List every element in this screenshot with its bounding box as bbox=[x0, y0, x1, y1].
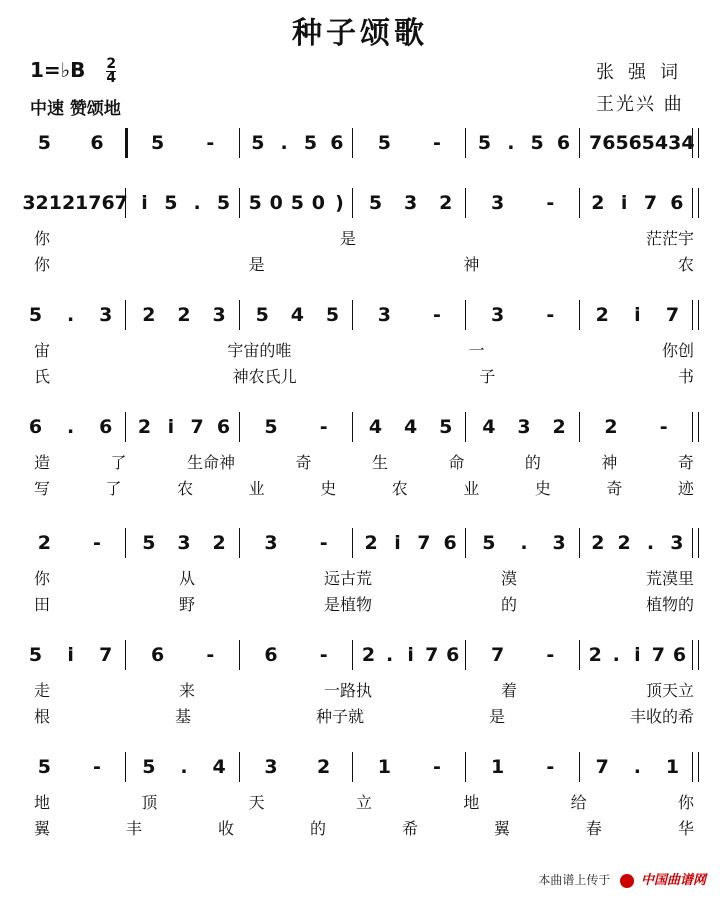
note: 3 bbox=[264, 532, 278, 554]
lyric-word: 翼 bbox=[34, 819, 51, 838]
notes-line bbox=[18, 752, 708, 788]
note: 2 bbox=[317, 756, 331, 778]
barline bbox=[465, 188, 466, 218]
lyric-word: 种子就 bbox=[315, 707, 364, 726]
note: 1 bbox=[665, 756, 680, 778]
note: 6 bbox=[151, 644, 165, 666]
lyric-word: 了 bbox=[105, 479, 122, 498]
note: 2 bbox=[142, 304, 156, 326]
lyric-line bbox=[34, 678, 694, 701]
lyric-word: 农 bbox=[677, 255, 694, 274]
note: 3 bbox=[212, 304, 226, 326]
note: 5 bbox=[482, 532, 496, 554]
note: 6 bbox=[670, 192, 684, 214]
barline bbox=[352, 128, 353, 158]
lyric-line bbox=[34, 476, 694, 499]
barline bbox=[465, 300, 466, 330]
lyric-word: 史 bbox=[534, 479, 551, 498]
note: 2 bbox=[361, 644, 376, 666]
note: i bbox=[394, 532, 401, 554]
lyric-word: 宙 bbox=[34, 341, 51, 360]
barline bbox=[698, 300, 699, 330]
note: . bbox=[67, 304, 75, 326]
barline bbox=[352, 412, 353, 442]
note: - bbox=[93, 532, 101, 554]
note: - bbox=[319, 416, 328, 438]
barline bbox=[239, 640, 240, 670]
score-row bbox=[0, 188, 720, 298]
barline bbox=[239, 412, 240, 442]
lyric-word: 远古荒 bbox=[323, 569, 372, 588]
note: 5 bbox=[151, 132, 165, 154]
note: 1 bbox=[491, 756, 505, 778]
barline bbox=[692, 752, 693, 782]
note: - bbox=[319, 532, 328, 554]
lyric-line bbox=[34, 790, 694, 813]
lyric-word: 漠 bbox=[500, 569, 517, 588]
lyric-word: 田 bbox=[34, 595, 51, 614]
barline bbox=[579, 188, 580, 218]
note: 0 bbox=[311, 192, 325, 214]
barline bbox=[239, 188, 240, 218]
note: 5 bbox=[325, 304, 340, 326]
note: 3 bbox=[404, 192, 418, 214]
note: 5 bbox=[251, 132, 265, 154]
lyric-word: 植物的 bbox=[645, 595, 694, 614]
lyric-word: 野 bbox=[178, 595, 195, 614]
barline bbox=[692, 528, 693, 558]
note: . bbox=[385, 644, 394, 666]
lyric-word: 写 bbox=[34, 479, 51, 498]
lyric-word: 神 bbox=[463, 255, 480, 274]
note: i bbox=[67, 644, 74, 666]
note: - bbox=[206, 132, 215, 154]
note: 5 bbox=[290, 192, 304, 214]
note: . bbox=[612, 644, 620, 666]
barline bbox=[352, 640, 353, 670]
lyric-word: 着 bbox=[500, 681, 517, 700]
note: - bbox=[659, 416, 668, 438]
lyric-word: 神 bbox=[601, 453, 618, 472]
note: 5 bbox=[28, 644, 43, 666]
note: 7 bbox=[190, 416, 204, 438]
note: 6 bbox=[672, 644, 687, 666]
barline bbox=[579, 128, 580, 158]
barline bbox=[125, 300, 126, 330]
barline bbox=[352, 300, 353, 330]
note: i bbox=[167, 416, 175, 438]
notes-line bbox=[18, 412, 708, 448]
barline bbox=[579, 640, 580, 670]
key-signature bbox=[30, 58, 116, 85]
lyric-line bbox=[34, 816, 694, 839]
note: - bbox=[93, 756, 101, 778]
note: 4 bbox=[368, 416, 383, 438]
note: 5 bbox=[255, 304, 269, 326]
barline bbox=[698, 128, 699, 158]
barline bbox=[465, 528, 466, 558]
note: 7 bbox=[643, 192, 658, 214]
repeat-barline bbox=[125, 128, 128, 158]
notes-line bbox=[18, 528, 708, 564]
note: 7 bbox=[425, 644, 439, 666]
barline bbox=[692, 300, 693, 330]
lyric-word: 荒漠里 bbox=[645, 569, 694, 588]
lyric-word: 你创 bbox=[661, 341, 694, 360]
lyric-word: 翼 bbox=[493, 819, 510, 838]
lyric-word: 了 bbox=[110, 453, 127, 472]
score-row bbox=[0, 752, 720, 862]
note: 3 bbox=[491, 192, 505, 214]
lyric-word: 是 bbox=[248, 255, 265, 274]
note: 1767 bbox=[75, 192, 128, 214]
barline bbox=[579, 300, 580, 330]
barline bbox=[698, 640, 699, 670]
note: 2 bbox=[588, 644, 602, 666]
note: 2 bbox=[595, 304, 609, 326]
barline bbox=[125, 188, 126, 218]
note: - bbox=[546, 304, 555, 326]
note: . bbox=[193, 192, 201, 214]
barline bbox=[239, 752, 240, 782]
barline bbox=[698, 528, 699, 558]
note: 5 bbox=[164, 192, 178, 214]
note: 6 bbox=[446, 644, 460, 666]
lyric-word: 你 bbox=[34, 229, 51, 248]
lyric-word: 你 bbox=[34, 569, 51, 588]
lyric-word: 你 bbox=[34, 255, 51, 274]
note: i bbox=[141, 192, 148, 214]
note: 5 bbox=[368, 192, 383, 214]
lyric-word: 顶天立 bbox=[645, 681, 694, 700]
note: - bbox=[206, 644, 215, 666]
page-title: 种子颂歌 bbox=[292, 16, 428, 51]
note: . bbox=[646, 532, 655, 554]
note: 2 bbox=[552, 416, 566, 438]
barline bbox=[465, 412, 466, 442]
barline bbox=[239, 528, 240, 558]
barline bbox=[579, 528, 580, 558]
note: 5 bbox=[37, 132, 51, 154]
note: 5 bbox=[248, 192, 262, 214]
note: - bbox=[546, 756, 555, 778]
lyric-word: 是植物 bbox=[323, 595, 372, 614]
lyric-word: 给 bbox=[570, 793, 587, 812]
barline bbox=[698, 752, 699, 782]
barline bbox=[465, 128, 466, 158]
lyric-word: 业 bbox=[248, 479, 265, 498]
barline bbox=[125, 640, 126, 670]
note: 5 bbox=[264, 416, 278, 438]
lyric-word: 华 bbox=[677, 819, 694, 838]
note: 5434 bbox=[641, 132, 695, 154]
time-numerator: 2 bbox=[106, 56, 117, 72]
barline bbox=[125, 752, 126, 782]
lyric-word: 迹 bbox=[677, 479, 694, 498]
note: ) bbox=[335, 192, 344, 214]
note: 5 bbox=[216, 192, 231, 214]
note: 6 bbox=[330, 132, 344, 154]
lyric-word: 的 bbox=[309, 819, 326, 838]
note: 2 bbox=[364, 532, 378, 554]
note: 5 bbox=[142, 532, 156, 554]
note: 5 bbox=[530, 132, 544, 154]
barline bbox=[125, 412, 126, 442]
note: 7 bbox=[595, 756, 609, 778]
note: 6 bbox=[556, 132, 571, 154]
lyric-word: 神农氏儿 bbox=[232, 367, 297, 386]
note: 6 bbox=[216, 416, 231, 438]
lyric-word: 茫茫宇 bbox=[645, 229, 694, 248]
note: 7 bbox=[651, 644, 665, 666]
site-logo-icon bbox=[620, 874, 634, 888]
lyric-word: 生 bbox=[371, 453, 388, 472]
lyric-line bbox=[34, 338, 694, 361]
lyric-word: 从 bbox=[178, 569, 195, 588]
note: . bbox=[633, 756, 641, 778]
lyric-line bbox=[34, 252, 694, 275]
lyric-word: 生命神 bbox=[186, 453, 235, 472]
note: i bbox=[634, 304, 641, 326]
lyric-word: 丰收的希 bbox=[629, 707, 694, 726]
note: i bbox=[620, 192, 628, 214]
lyric-word: 奇 bbox=[295, 453, 312, 472]
lyric-word: 走 bbox=[34, 681, 51, 700]
note: 3 bbox=[377, 304, 391, 326]
note: - bbox=[319, 644, 328, 666]
barline bbox=[239, 300, 240, 330]
lyricist-credit: 张强词 bbox=[596, 62, 692, 83]
score-row bbox=[0, 412, 720, 522]
footer bbox=[538, 869, 706, 888]
note: 3 bbox=[177, 532, 191, 554]
note: 3 bbox=[670, 532, 684, 554]
note: . bbox=[507, 132, 515, 154]
note: 2 bbox=[591, 192, 605, 214]
score-row bbox=[0, 528, 720, 638]
barline bbox=[692, 412, 693, 442]
lyric-word: 春 bbox=[585, 819, 602, 838]
note: 6 bbox=[28, 416, 43, 438]
notes-line bbox=[18, 300, 708, 336]
lyric-line bbox=[34, 704, 694, 727]
note: 2 bbox=[591, 532, 605, 554]
lyric-word: 地 bbox=[34, 793, 51, 812]
lyric-word: 天 bbox=[248, 793, 265, 812]
note: 2 bbox=[604, 416, 618, 438]
note: . bbox=[180, 756, 188, 778]
note: 6 bbox=[99, 416, 113, 438]
note: 5 bbox=[377, 132, 391, 154]
lyric-word: 史 bbox=[320, 479, 337, 498]
lyric-word: 来 bbox=[178, 681, 195, 700]
note: 4 bbox=[290, 304, 304, 326]
note: 2 bbox=[137, 416, 152, 438]
note: 3 bbox=[552, 532, 566, 554]
note: i bbox=[634, 644, 641, 666]
note: 7 bbox=[665, 304, 680, 326]
note: 4 bbox=[404, 416, 418, 438]
barline bbox=[352, 188, 353, 218]
lyric-word: 是 bbox=[339, 229, 356, 248]
note: 2 bbox=[177, 304, 191, 326]
note: . bbox=[280, 132, 288, 154]
barline bbox=[698, 188, 699, 218]
note: 6 bbox=[264, 644, 278, 666]
barline bbox=[239, 128, 240, 158]
lyric-line bbox=[34, 592, 694, 615]
barline bbox=[465, 640, 466, 670]
note: . bbox=[520, 532, 528, 554]
barline bbox=[352, 752, 353, 782]
lyric-word: 奇 bbox=[606, 479, 623, 498]
note: 2 bbox=[617, 532, 631, 554]
lyric-word: 农 bbox=[391, 479, 408, 498]
note: 5 bbox=[37, 756, 51, 778]
lyric-word: 农 bbox=[177, 479, 194, 498]
lyric-word: 子 bbox=[479, 367, 496, 386]
note: 1 bbox=[377, 756, 391, 778]
note: 3 bbox=[517, 416, 531, 438]
lyric-word: 业 bbox=[463, 479, 480, 498]
note: - bbox=[433, 756, 441, 778]
lyric-word: 立 bbox=[355, 793, 372, 812]
note: 7656 bbox=[589, 132, 642, 154]
note: 5 bbox=[303, 132, 318, 154]
lyric-word: 命 bbox=[448, 453, 465, 472]
lyric-word: 丰 bbox=[125, 819, 142, 838]
lyric-word: 根 bbox=[34, 707, 51, 726]
score-row bbox=[0, 640, 720, 750]
lyric-word: 基 bbox=[174, 707, 191, 726]
note: 7 bbox=[491, 644, 505, 666]
barline bbox=[465, 752, 466, 782]
note: - bbox=[433, 304, 441, 326]
note: 7 bbox=[99, 644, 113, 666]
lyric-line bbox=[34, 364, 694, 387]
note: 5 bbox=[477, 132, 492, 154]
note: 6 bbox=[90, 132, 104, 154]
lyric-word: 地 bbox=[463, 793, 480, 812]
footer-text: 本曲谱上传于 bbox=[538, 873, 611, 887]
note: 2 bbox=[212, 532, 226, 554]
note: 6 bbox=[443, 532, 457, 554]
tempo-marking: 中速 赞颂地 bbox=[30, 99, 121, 119]
note: - bbox=[433, 132, 441, 154]
note: - bbox=[546, 192, 555, 214]
barline bbox=[579, 752, 580, 782]
note: 4 bbox=[482, 416, 496, 438]
note: 3 bbox=[264, 756, 278, 778]
lyric-word: 你 bbox=[677, 793, 694, 812]
barline bbox=[579, 412, 580, 442]
lyric-word: 是 bbox=[488, 707, 505, 726]
key-label: 1=♭B bbox=[30, 58, 86, 82]
note: . bbox=[67, 416, 75, 438]
barline bbox=[125, 528, 126, 558]
note: 2 bbox=[439, 192, 453, 214]
lyric-word: 顶 bbox=[141, 793, 158, 812]
barline bbox=[692, 128, 693, 158]
note: 3 bbox=[491, 304, 505, 326]
lyric-word: 一 bbox=[468, 341, 485, 360]
lyric-word: 的 bbox=[524, 453, 541, 472]
composer-credit: 王光兴 曲 bbox=[596, 94, 684, 115]
lyric-word: 一路执 bbox=[323, 681, 372, 700]
note: 5 bbox=[142, 756, 156, 778]
lyric-word: 希 bbox=[401, 819, 418, 838]
barline bbox=[692, 640, 693, 670]
barline bbox=[698, 412, 699, 442]
note: 5 bbox=[439, 416, 453, 438]
score-row bbox=[0, 300, 720, 410]
note: - bbox=[546, 644, 555, 666]
lyric-word: 宇宙的唯 bbox=[227, 341, 292, 360]
note: i bbox=[407, 644, 414, 666]
notes-line bbox=[18, 128, 708, 164]
time-denominator: 4 bbox=[106, 70, 117, 86]
lyric-word: 的 bbox=[500, 595, 517, 614]
lyric-line bbox=[34, 566, 694, 589]
note: 3 bbox=[99, 304, 113, 326]
time-signature bbox=[106, 58, 116, 85]
lyric-line bbox=[34, 450, 694, 473]
note: 7 bbox=[417, 532, 431, 554]
footer-brand: 中国曲谱网 bbox=[640, 873, 706, 888]
lyric-word: 造 bbox=[34, 453, 51, 472]
note: 2 bbox=[37, 532, 51, 554]
lyric-word: 奇 bbox=[677, 453, 694, 472]
note: 5 bbox=[28, 304, 43, 326]
lyric-word: 氏 bbox=[34, 367, 51, 386]
notes-line bbox=[18, 640, 708, 676]
barline bbox=[692, 188, 693, 218]
note: 3212 bbox=[22, 192, 76, 214]
barline bbox=[352, 528, 353, 558]
note: 4 bbox=[212, 756, 226, 778]
notes-line bbox=[18, 188, 708, 224]
note: 0 bbox=[269, 192, 283, 214]
lyric-word: 收 bbox=[217, 819, 234, 838]
lyric-word: 书 bbox=[677, 367, 694, 386]
lyric-line bbox=[34, 226, 694, 249]
